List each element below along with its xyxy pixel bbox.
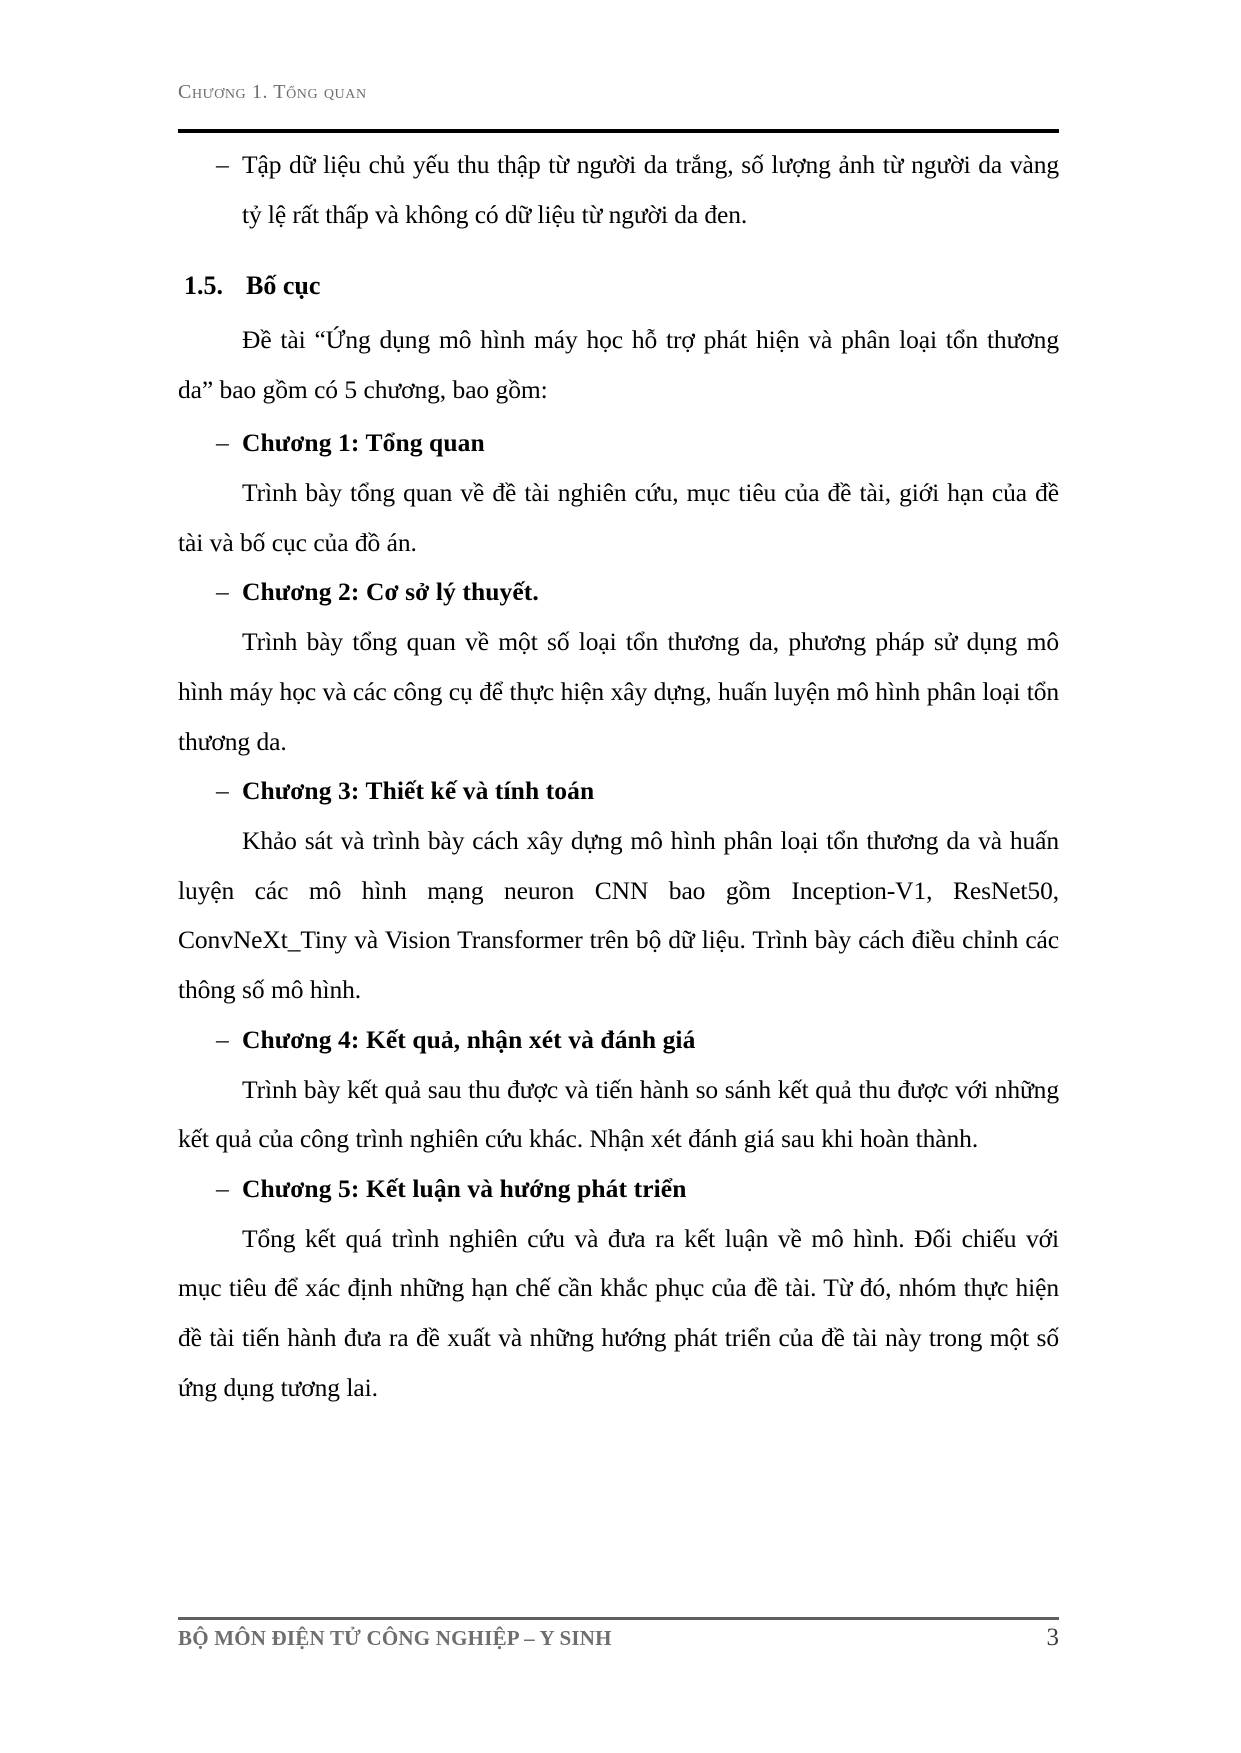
footer-divider-rule [178,1617,1059,1620]
section-title: Bố cục [246,271,321,301]
chapter-paragraph-2: Trình bày tổng quan về một số loại tổn thương da, phương pháp sử dụng mô hình máy học và các công cụ để thực hiện xây dựng, huấn luyện mô hình phân loại tổn thương da. [178,627,1059,756]
chapter-paragraph-1: Trình bày tổng quan về đề tài nghiên cứu, mục tiêu của đề tài, giới hạn của đề tài và bố cục của đồ án. [178,477,1059,557]
chapter-heading-1 [178,418,1059,468]
bullet-dash-icon: – [216,1024,229,1054]
bullet-dash-icon: – [216,577,229,607]
bullet-dash-icon: – [216,1174,229,1204]
chapter-heading-3 [178,766,1059,816]
list-item-text: Tập dữ liệu chủ yếu thu thập từ người da trắng, số lượng ảnh từ người da vàng tỷ lệ rất thấp và không có dữ liệu từ người da đen. [242,150,1059,229]
page-header [178,80,1059,104]
page-number: 3 [1046,1624,1059,1651]
running-header-title: Chương 1. Tổng quan [178,81,367,103]
chapter-paragraph-3: Khảo sát và trình bày cách xây dựng mô hình phân loại tổn thương da và huấn luyện các mô hình mạng neuron CNN bao gồm Inception-V1, ResNet50, ConvNeXt_Tiny và Vision Transformer trên bộ dữ liệu. Trình bày cách điều chỉnh các thông số mô hình. [178,826,1059,1005]
chapter-paragraph-4: Trình bày kết quả sau thu được và tiến hành so sánh kết quả thu được với những kết quả của công trình nghiên cứu khác. Nhận xét đánh giá sau khi hoàn thành. [178,1074,1059,1154]
chapter-paragraph-5: Tổng kết quá trình nghiên cứu và đưa ra kết luận về mô hình. Đối chiếu với mục tiêu để xác định những hạn chế cần khắc phục của đề tài. Từ đó, nhóm thực hiện đề tài tiến hành đưa ra đề xuất và những hướng phát triển của đề tài này trong một số ứng dụng tương lai. [178,1223,1059,1402]
list-item [178,140,1059,239]
chapter-heading-text: Chương 3: Thiết kế và tính toán [242,776,595,806]
chapter-heading-5 [178,1164,1059,1214]
chapter-heading-text: Chương 5: Kết luận và hướng phát triển [242,1174,687,1204]
section-heading [178,261,1059,310]
page-footer [178,1624,1059,1652]
bullet-dash-icon: – [216,150,229,179]
chapter-heading-2 [178,567,1059,617]
chapter-heading-text: Chương 2: Cơ sở lý thuyết. [242,577,539,607]
chapter-heading-text: Chương 4: Kết quả, nhận xét và đánh giá [242,1024,696,1054]
bullet-dash-icon: – [216,428,229,458]
chapter-heading-text: Chương 1: Tổng quan [242,428,485,458]
section-number: 1.5. [184,271,223,301]
page-body [178,140,1059,1413]
footer-department-name: BỘ MÔN ĐIỆN TỬ CÔNG NGHIỆP – Y SINH [178,1626,612,1650]
chapter-heading-4 [178,1015,1059,1065]
header-divider-rule [178,129,1059,133]
bullet-dash-icon: – [216,776,229,806]
intro-paragraph: Đề tài “Ứng dụng mô hình máy học hỗ trợ phát hiện và phân loại tổn thương da” bao gồm có 5 chương, bao gồm: [178,324,1059,404]
